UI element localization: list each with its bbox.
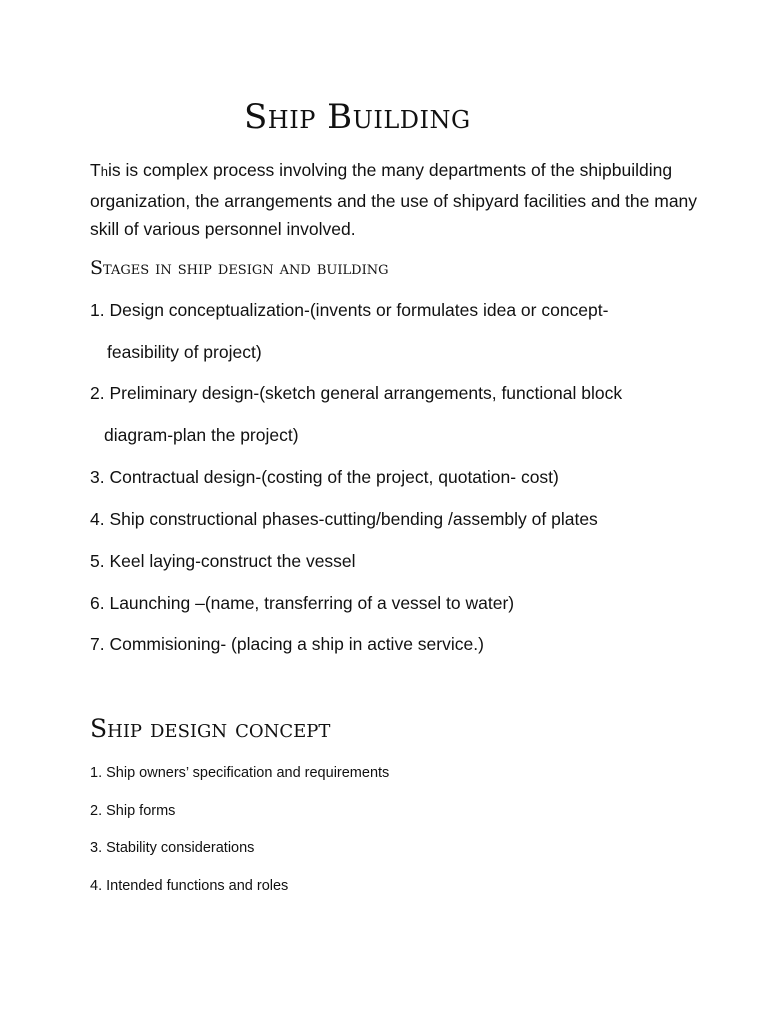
intro-first-letter: T	[90, 160, 101, 180]
stages-heading: Stages in ship design and building	[90, 257, 389, 279]
stage-1-line-2: feasibility of project)	[107, 342, 262, 362]
concept-item-3: 3. Stability considerations	[90, 840, 255, 856]
concept-item-2: 2. Ship forms	[90, 803, 176, 819]
intro-small-letter: h	[100, 164, 108, 179]
intro-text: is is complex process involving the many departments of the shipbuilding organization, the arrangements and the use of shipyard facilities and the many skill of various personnel involved.	[90, 160, 698, 239]
page-title: Ship Building	[244, 97, 471, 137]
stage-2-line-2: diagram-plan the project)	[104, 425, 299, 445]
intro-paragraph	[90, 156, 710, 244]
concept-heading: Ship design concept	[90, 714, 331, 743]
stage-6: 6. Launching –(name, transferring of a vessel to water)	[90, 593, 515, 613]
stage-7: 7. Commisioning- (placing a ship in active service.)	[90, 634, 484, 654]
stage-4: 4. Ship constructional phases-cutting/bending /assembly of plates	[90, 509, 598, 529]
stage-5: 5. Keel laying-construct the vessel	[90, 551, 356, 571]
stage-1-line-1: 1. Design conceptualization-(invents or formulates idea or concept-	[90, 300, 609, 320]
concept-item-4: 4. Intended functions and roles	[90, 878, 289, 894]
concept-item-1: 1. Ship owners’ specification and requirements	[90, 765, 390, 781]
stage-2-line-1: 2. Preliminary design-(sketch general arrangements, functional block	[90, 383, 623, 403]
stage-3: 3. Contractual design-(costing of the project, quotation- cost)	[90, 467, 559, 487]
